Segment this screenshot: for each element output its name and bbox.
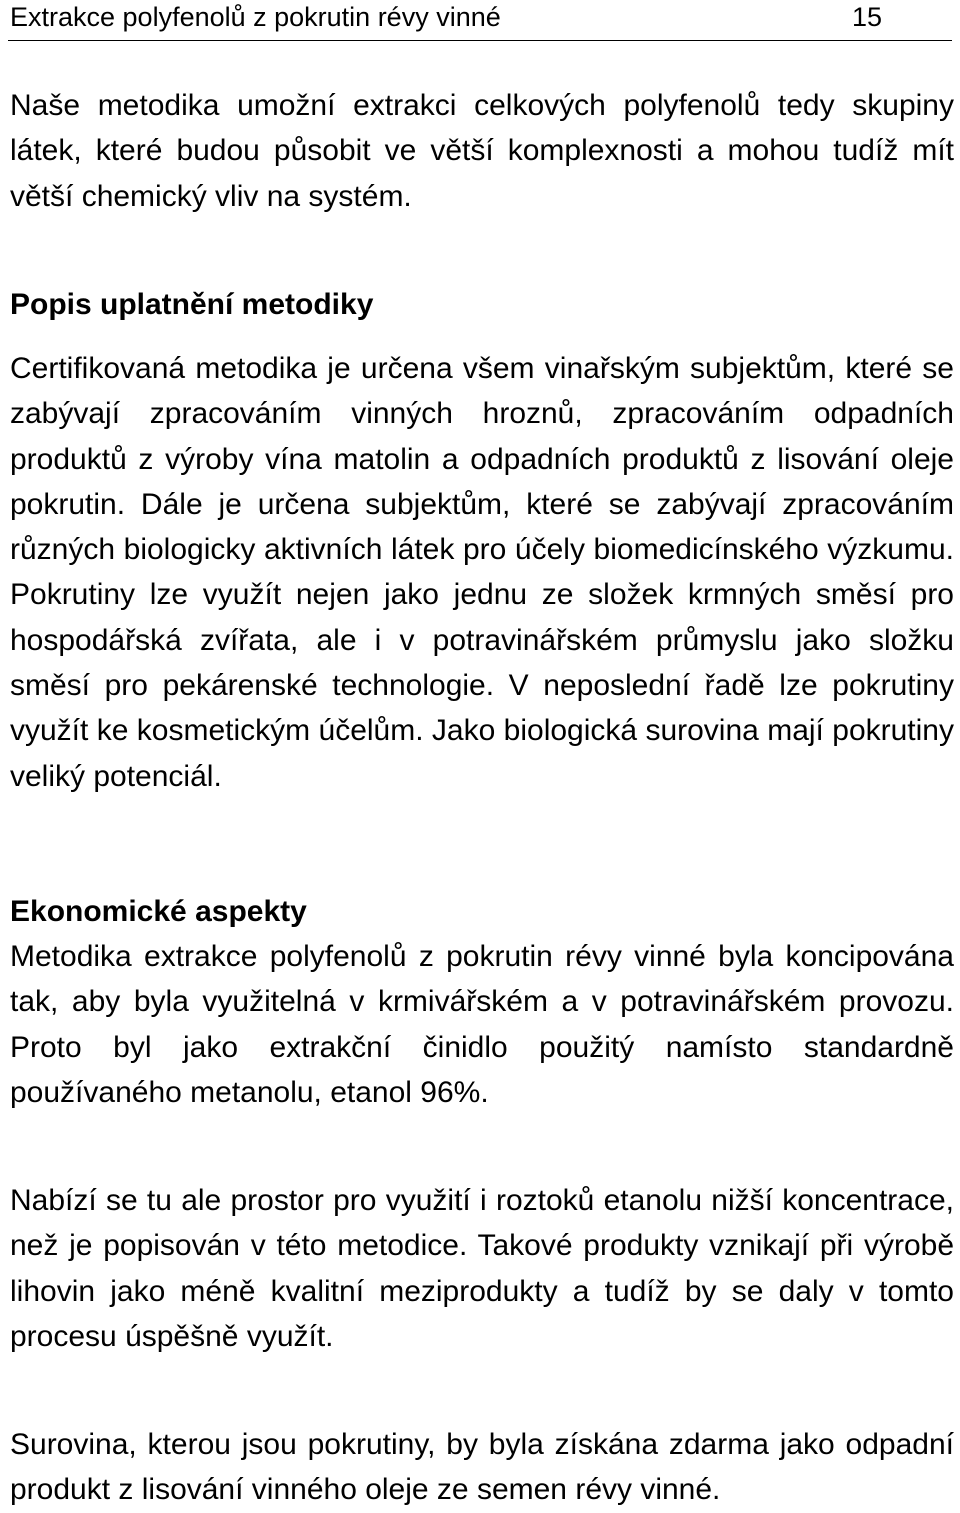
intro-paragraph: Naše metodika umožní extrakci celkových polyfenolů tedy skupiny látek, které budou působit ve větší komplexnosti a mohou tudíž mít větší chemický vliv na systém. — [10, 89, 954, 213]
economic-paragraph-2: Nabízí se tu ale prostor pro využití i roztoků etanolu nižší koncentrace, než je popisován v této metodice. Takové produkty vznikají při výrobě lihovin jako méně kvalitní meziprodukty a tudíž by se daly v tomto procesu úspěšně využít. — [10, 1184, 954, 1353]
economic-paragraph-1-block — [10, 934, 954, 1115]
application-section — [10, 282, 954, 327]
running-title: Extrakce polyfenolů z pokrutin révy vinné — [10, 2, 501, 32]
economic-paragraph-3-block — [10, 1422, 954, 1513]
page-number: 15 — [851, 2, 882, 32]
section-heading-application: Popis uplatnění metodiky — [10, 288, 374, 321]
application-body — [10, 346, 954, 799]
economic-paragraph-2-block — [10, 1178, 954, 1359]
intro-block — [10, 83, 954, 219]
section-heading-economic: Ekonomické aspekty — [10, 895, 307, 928]
economic-section — [10, 889, 954, 934]
economic-paragraph-1: Metodika extrakce polyfenolů z pokrutin révy vinné byla koncipována tak, aby byla využitelná v krmivářském a v potravinářském provozu. Proto byl jako extrakční činidlo použitý namísto standardně používaného metanolu, etanol 96%. — [10, 940, 954, 1109]
application-paragraph: Certifikovaná metodika je určena všem vinařským subjektům, které se zabývají zpracováním vinných hroznů, zpracováním odpadních produktů z výroby vína matolin a odpadních produktů z lisování oleje pokrutin. Dále je určena subjektům, které se zabývají zpracováním různých biologicky aktivních látek pro účely biomedicínského výzkumu. Pokrutiny lze využít nejen jako jednu ze složek krmných směsí pro hospodářská zvířata, ale i v potravinářském průmyslu jako složku směsí pro pekárenské technologie. V neposlední řadě lze pokrutiny využít ke kosmetickým účelům. Jako biologická surovina mají pokrutiny veliký potenciál. — [10, 352, 954, 793]
page-header — [8, 0, 952, 41]
economic-paragraph-3: Surovina, kterou jsou pokrutiny, by byla získána zdarma jako odpadní produkt z lisování vinného oleje ze semen révy vinné. — [10, 1428, 954, 1507]
